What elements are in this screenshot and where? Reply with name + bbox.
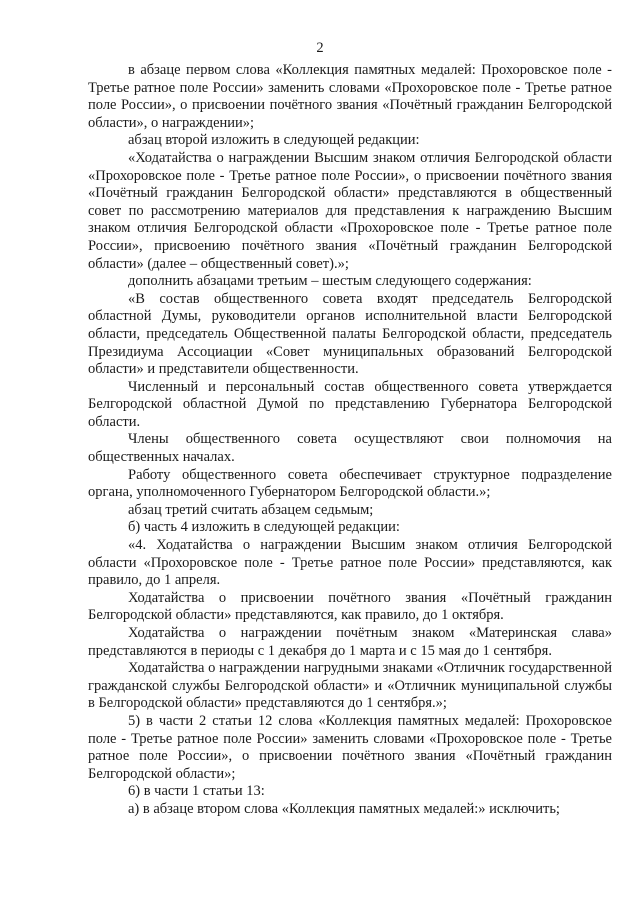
paragraph: а) в абзаце втором слова «Коллекция памятных медалей:» исключить;: [128, 800, 560, 817]
paragraph: 5) в части 2 статьи 12 слова «Коллекция памятных медалей: Прохоровское поле - Третье ратное поле России» заменить словами «Прохоровское поле - Третье ратное поле России», о присвоении почётного звания «Почётный гражданин Белгородской области»;: [88, 712, 612, 782]
paragraph: «Ходатайства о награждении Высшим знаком отличия Белгородской области «Прохоровское поле - Третье ратное поле России», о присвоении почётного звания «Почётный гражданин Белгородской области» представляются в общественный совет по рассмотрению материалов для представления к награждению Высшим знаком отличия Белгородской области «Прохоровское поле - Третье ратное поле России», присвоению почётного звания «Почётный гражданин Белгородской области» (далее – общественный совет).»;: [88, 149, 612, 272]
paragraph: Численный и персональный состав общественного совета утверждается Белгородской областной Думой по представлению Губернатора Белгородской области.: [88, 378, 612, 430]
paragraph: 6) в части 1 статьи 13:: [128, 783, 265, 800]
paragraph: дополнить абзацами третьим – шестым следующего содержания:: [128, 273, 532, 290]
paragraph: «4. Ходатайства о награждении Высшим знаком отличия Белгородской области «Прохоровское поле - Третье ратное поле России» представляются, как правило, до 1 апреля.: [88, 537, 612, 589]
paragraph: Ходатайства о награждении нагрудными знаками «Отличник государственной гражданской службы Белгородской области» и «Отличник муниципальной службы в Белгородской области» представляются до 1 сентября.»;: [88, 660, 612, 712]
paragraph: Ходатайства о присвоении почётного звания «Почётный гражданин Белгородской области» представляются, как правило, до 1 октября.: [88, 589, 612, 624]
paragraph: б) часть 4 изложить в следующей редакции:: [128, 519, 400, 536]
paragraph: Работу общественного совета обеспечивает структурное подразделение органа, уполномоченного Губернатором Белгородской области.»;: [88, 466, 612, 501]
paragraph: в абзаце первом слова «Коллекция памятных медалей: Прохоровское поле - Третье ратное поле России» заменить словами «Прохоровское поле - Третье ратное поле России», о присвоении почётного звания «Почётный гражданин Белгородской области», о награждении»;: [88, 62, 612, 131]
paragraph: «В состав общественного совета входят председатель Белгородской областной Думы, руководители органов исполнительной власти Белгородской области, председатель Общественной палаты Белгородской области, председатель Президиума Ассоциации «Совет муниципальных образований Белгородской области» и представители общественности.: [88, 290, 612, 378]
paragraph: Ходатайства о награждении почётным знаком «Материнская слава» представляются в периоды с 1 декабря до 1 марта и с 15 мая до 1 сентября.: [88, 625, 612, 659]
paragraph: Члены общественного совета осуществляют свои полномочия на общественных началах.: [88, 431, 612, 466]
page-number: 2: [316, 40, 324, 56]
paragraph: абзац второй изложить в следующей редакции:: [128, 132, 420, 149]
paragraph: абзац третий считать абзацем седьмым;: [128, 501, 374, 518]
document-body: [88, 62, 612, 819]
